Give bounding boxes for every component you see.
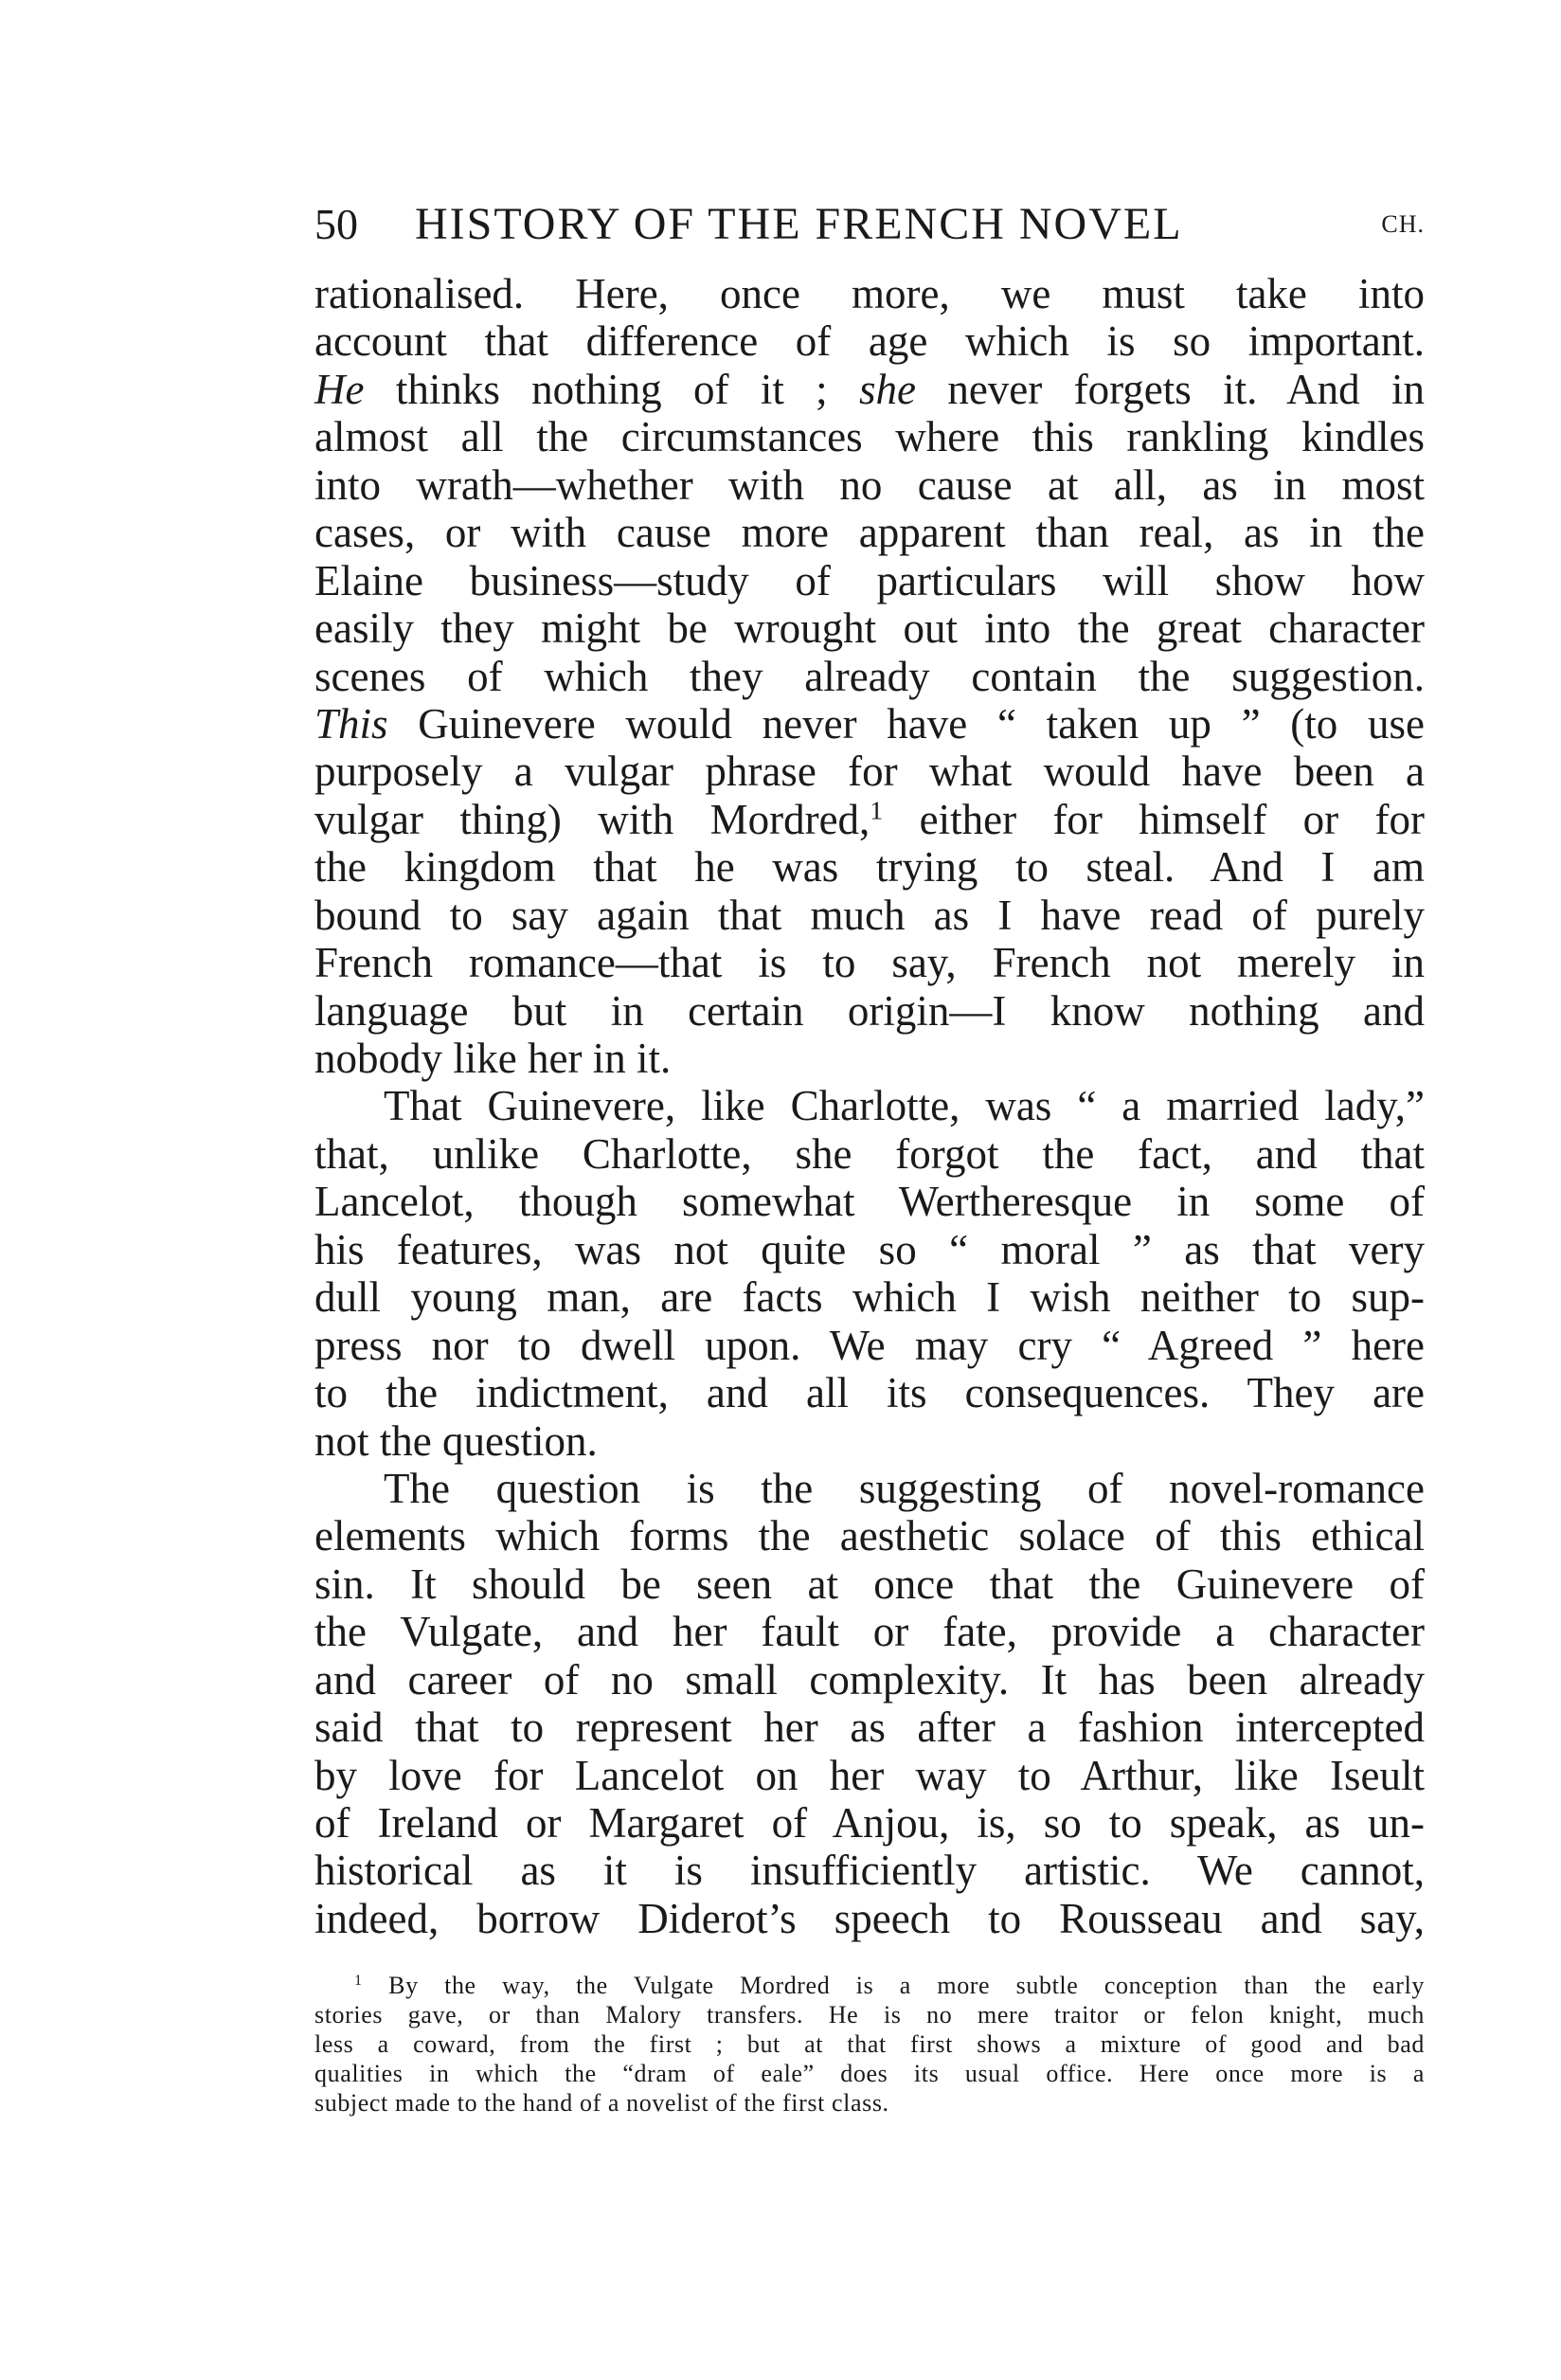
chapter-mark: CH. bbox=[1381, 210, 1425, 238]
text-run: thinks nothing of it ; bbox=[364, 365, 859, 413]
paragraph-start-line: The question is the suggesting of novel-romance bbox=[384, 1464, 1425, 1512]
running-title: HISTORY OF THE FRENCH NOVEL bbox=[415, 199, 1183, 249]
text-line: into wrath—whether with no cause at all, as in most bbox=[314, 460, 1425, 509]
text-line: indeed, borrow Diderot’s speech to Rousseau and say, bbox=[314, 1894, 1425, 1942]
footnote-reference[interactable]: 1 bbox=[870, 796, 884, 826]
text-line: of Ireland or Margaret of Anjou, is, so to speak, as un- bbox=[314, 1799, 1425, 1847]
italic-word: This bbox=[314, 699, 388, 748]
text-line: to the indictment, and all its consequences. They are bbox=[314, 1369, 1425, 1417]
footnote-line: subject made to the hand of a novelist of the first class. bbox=[314, 2089, 889, 2117]
text-line: that, unlike Charlotte, she forgot the fact, and that bbox=[314, 1129, 1425, 1178]
text-line: purposely a vulgar phrase for what would have been a bbox=[314, 748, 1425, 796]
text-line: nobody like her in it. bbox=[314, 1035, 672, 1082]
text-run: never forgets it. And in bbox=[916, 365, 1426, 413]
body-text bbox=[314, 270, 1425, 1942]
footnote-line: qualities in which the “dram of eale” does its usual office. Here once more is a bbox=[314, 2060, 1425, 2087]
footnote-line: stories gave, or than Malory transfers. He is no mere traitor or felon knight, much bbox=[314, 2001, 1425, 2028]
text-line: language but in certain origin—I know nothing and bbox=[314, 986, 1425, 1035]
text-line: French romance—that is to say, French not merely in bbox=[314, 939, 1425, 987]
text-line bbox=[314, 700, 1425, 748]
text-line: Lancelot, though somewhat Wertheresque in some of bbox=[314, 1178, 1425, 1226]
text-run: By the way, the Vulgate Mordred is a more subtle conception than the early bbox=[388, 1972, 1425, 1999]
text-line: dull young man, are facts which I wish neither to sup- bbox=[314, 1273, 1425, 1322]
text-line: and career of no small complexity. It has been already bbox=[314, 1655, 1425, 1704]
text-line: scenes of which they already contain the suggestion. bbox=[314, 652, 1425, 700]
text-line: his features, was not quite so “ moral ” as that very bbox=[314, 1225, 1425, 1273]
text-line: rationalised. Here, once more, we must take into bbox=[314, 270, 1425, 317]
text-run: vulgar thing) with Mordred, bbox=[314, 795, 870, 843]
text-line: sin. It should be seen at once that the Guinevere of bbox=[314, 1560, 1425, 1608]
paragraph-start-line: That Guinevere, like Charlotte, was “ a married lady,” bbox=[384, 1082, 1425, 1130]
text-line: the Vulgate, and her fault or fate, provide a character bbox=[314, 1608, 1425, 1656]
text-line: cases, or with cause more apparent than real, as in the bbox=[314, 509, 1425, 557]
text-line bbox=[314, 366, 1425, 413]
text-line: by love for Lancelot on her way to Arthur, like Iseult bbox=[314, 1751, 1425, 1799]
text-line: bound to say again that much as I have read of purely bbox=[314, 891, 1425, 939]
footnotes bbox=[314, 1971, 1425, 2118]
text-line bbox=[314, 796, 1425, 843]
text-line: easily they might be wrought out into the great character bbox=[314, 604, 1425, 653]
text-line: almost all the circumstances where this rankling kindles bbox=[314, 413, 1425, 461]
italic-word: He bbox=[314, 365, 365, 413]
text-line: press nor to dwell upon. We may cry “ Agreed ” here bbox=[314, 1321, 1425, 1369]
text-line: said that to represent her as after a fashion intercepted bbox=[314, 1704, 1425, 1752]
text-line: the kingdom that he was trying to steal. And I am bbox=[314, 843, 1425, 892]
running-header bbox=[314, 194, 1425, 255]
text-run: either for himself or for bbox=[883, 795, 1425, 843]
footnote-line: less a coward, from the first ; but at that first shows a mixture of good and bad bbox=[314, 2030, 1425, 2058]
footnote-line bbox=[314, 1971, 1425, 2000]
text-line: account that difference of age which is so important. bbox=[314, 317, 1425, 366]
page-number: 50 bbox=[314, 200, 358, 248]
footnote-marker: 1 bbox=[354, 1973, 363, 1990]
text-line: not the question. bbox=[314, 1416, 598, 1465]
italic-word: she bbox=[859, 365, 916, 413]
text-line: historical as it is insufficiently artistic. We cannot, bbox=[314, 1847, 1425, 1895]
text-line: Elaine business—study of particulars will show how bbox=[314, 556, 1425, 604]
text-run: Guinevere would never have “ taken up ” (to use bbox=[387, 699, 1425, 748]
text-line: elements which forms the aesthetic solace of this ethical bbox=[314, 1512, 1425, 1560]
